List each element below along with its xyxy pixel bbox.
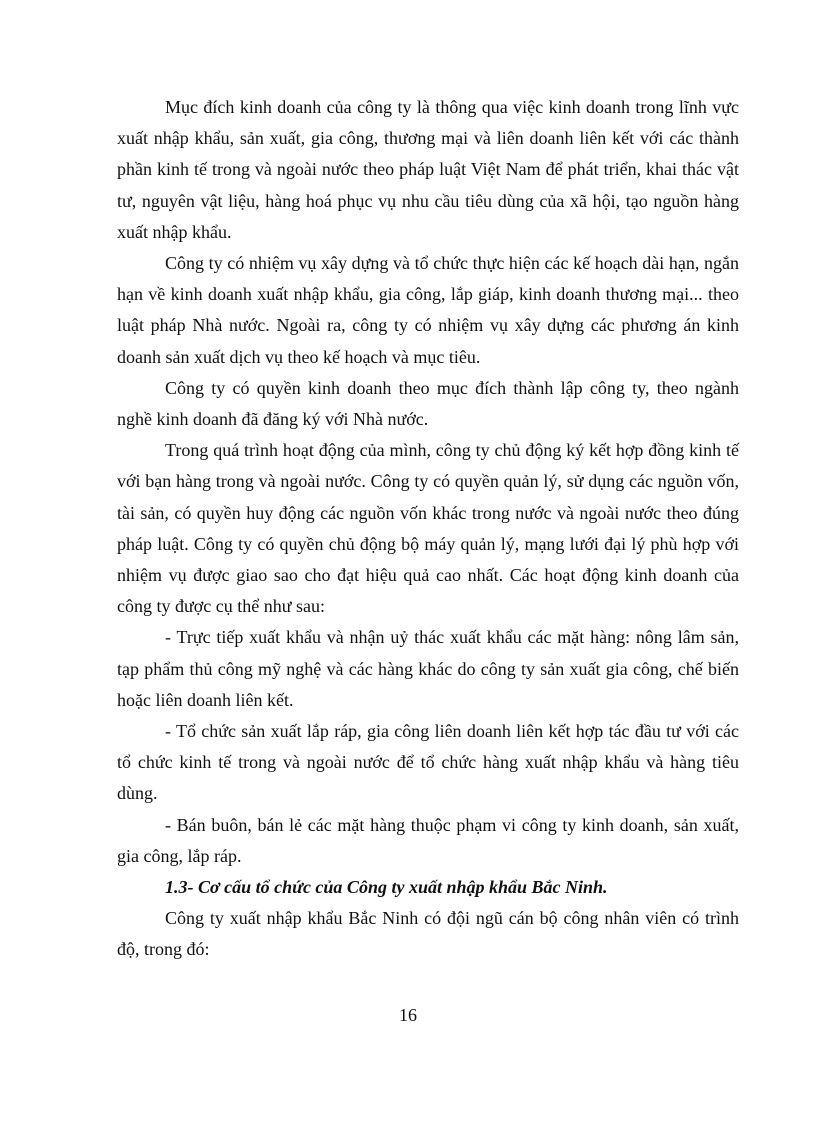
paragraph-duties: Công ty có nhiệm vụ xây dựng và tổ chức thực hiện các kế hoạch dài hạn, ngắn hạn về kinh doanh xuất nhập khẩu, gia công, lắp giáp, kinh doanh thương mại... theo luật pháp Nhà nước. Ngoài ra, công ty có nhiệm vụ xây dựng các phương án kinh doanh sản xuất dịch vụ theo kế hoạch và mục tiêu. bbox=[117, 253, 739, 367]
list-item-export: - Trực tiếp xuất khẩu và nhận uỷ thác xuất khẩu các mặt hàng: nông lâm sản, tạp phẩm thủ công mỹ nghệ và các hàng khác do công ty sản xuất gia công, chế biến hoặc liên doanh liên kết. bbox=[117, 627, 739, 710]
document-body bbox=[117, 92, 739, 966]
list-item-trade: - Bán buôn, bán lẻ các mặt hàng thuộc phạm vi công ty kinh doanh, sản xuất, gia công, lắp ráp. bbox=[117, 814, 739, 866]
paragraph-staff: Công ty xuất nhập khẩu Bắc Ninh có đội ngũ cán bộ công nhân viên có trình độ, trong đó: bbox=[117, 908, 739, 960]
paragraph-operations: Trong quá trình hoạt động của mình, công ty chủ động ký kết hợp đồng kinh tế với bạn hàng trong và ngoài nước. Công ty có quyền quản lý, sử dụng các nguồn vốn, tài sản, có quyền huy động các nguồn vốn khác trong nước và ngoài nước theo đúng pháp luật. Công ty có quyền chủ động bộ máy quản lý, mạng lưới đại lý phù hợp với nhiệm vụ được giao sao cho đạt hiệu quả cao nhất. Các hoạt động kinh doanh của công ty được cụ thể như sau: bbox=[117, 440, 739, 617]
paragraph-business-purpose: Mục đích kinh doanh của công ty là thông qua việc kinh doanh trong lĩnh vực xuất nhập khẩu, sản xuất, gia công, thương mại và liên doanh liên kết với các thành phần kinh tế trong và ngoài nước theo pháp luật Việt Nam để phát triển, khai thác vật tư, nguyên vật liệu, hàng hoá phục vụ nhu cầu tiêu dùng của xã hội, tạo nguồn hàng xuất nhập khẩu. bbox=[117, 97, 739, 242]
list-item-production: - Tổ chức sản xuất lắp ráp, gia công liên doanh liên kết hợp tác đầu tư với các tổ chức kinh tế trong và ngoài nước để tổ chức hàng xuất nhập khẩu và hàng tiêu dùng. bbox=[117, 721, 739, 804]
paragraph-rights: Công ty có quyền kinh doanh theo mục đích thành lập công ty, theo ngành nghề kinh doanh đã đăng ký với Nhà nước. bbox=[117, 377, 739, 430]
section-heading: 1.3- Cơ cấu tổ chức của Công ty xuất nhập khẩu Bắc Ninh. bbox=[165, 877, 608, 898]
page-number: 16 bbox=[399, 1005, 417, 1025]
